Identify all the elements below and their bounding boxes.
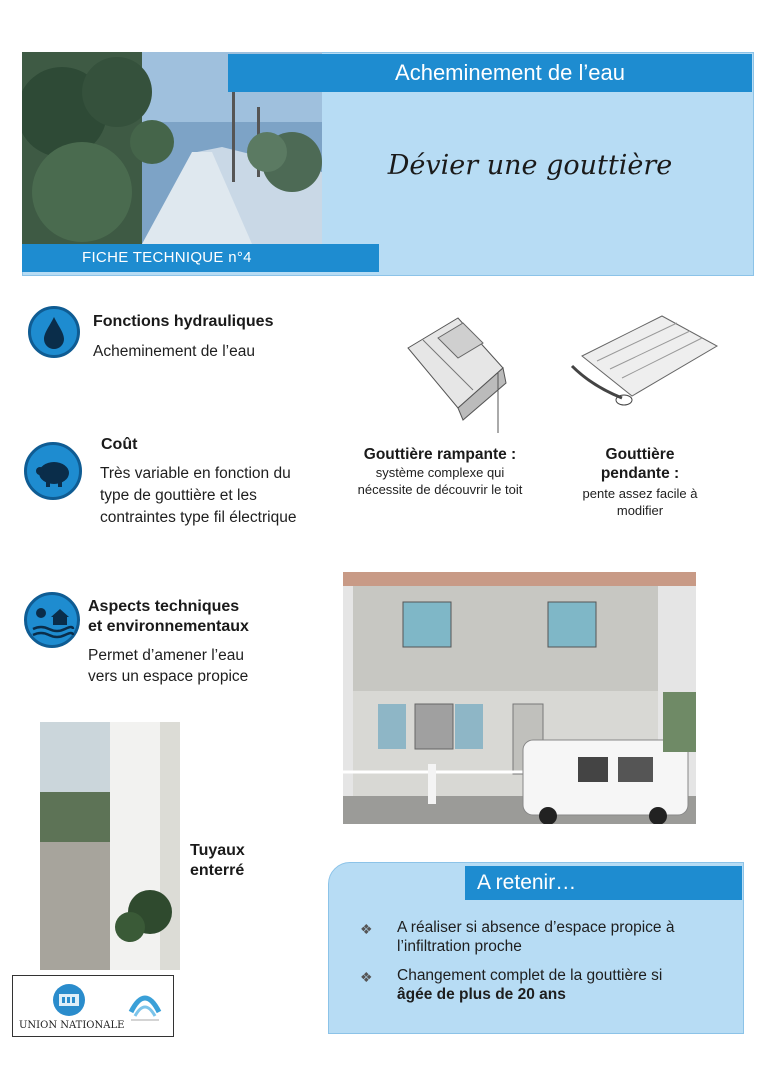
retenir-item-1: A réaliser si absence d’espace propice à l’infiltration proche xyxy=(397,919,675,955)
retenir-title: A retenir… xyxy=(477,871,577,894)
cout-line-1: Très variable en fonction du xyxy=(100,465,291,482)
cout-line-2: type de gouttière et les xyxy=(100,487,257,504)
cpie-logo-icon xyxy=(53,984,85,1016)
house-photo xyxy=(343,572,696,824)
retenir-bar xyxy=(465,866,742,900)
retenir-item-2 xyxy=(397,966,732,1004)
page-title: Acheminement de l’eau xyxy=(395,60,625,85)
fiche-label: FICHE TECHNIQUE n°4 xyxy=(82,249,252,266)
piggy-bank-icon xyxy=(24,442,82,500)
pipe-caption-2: enterré xyxy=(190,862,245,879)
retenir-item-2-text: Changement complet de la gouttière si xyxy=(397,967,663,984)
pipe-caption-1: Tuyaux xyxy=(190,842,245,859)
cout-title: Coût xyxy=(101,436,138,453)
logo-org-name: UNION NATIONALE xyxy=(19,1020,125,1031)
gutter-rampante-line-2: nécessite de découvrir le toit xyxy=(357,482,523,497)
aspects-title-2: et environnementaux xyxy=(88,618,249,635)
aspects-line-1: Permet d’amener l’eau xyxy=(88,647,244,664)
gutter-rampante-drawing xyxy=(398,308,516,438)
water-drop-icon xyxy=(28,306,80,358)
title-bar xyxy=(228,54,752,92)
aspects-title-1: Aspects techniques xyxy=(88,598,240,615)
gutter-pendante-line-1: pente assez facile à xyxy=(582,486,698,501)
gutter-pendante-line-2: modifier xyxy=(616,503,664,518)
retenir-item-2-bold: âgée de plus de 20 ans xyxy=(397,986,566,1003)
gutter-pendante-drawing xyxy=(562,306,722,411)
hydro-title: Fonctions hydrauliques xyxy=(93,313,274,330)
bullet-icon: ❖ xyxy=(360,969,373,985)
gutter-pendante-title-1: Gouttière xyxy=(605,446,675,463)
pipe-photo xyxy=(40,722,180,970)
page-subtitle: Dévier une gouttière xyxy=(387,150,673,181)
agence-eau-logo-icon xyxy=(125,982,165,1026)
fiche-bar xyxy=(22,244,379,272)
aspects-line-2: vers un espace propice xyxy=(88,668,249,685)
bullet-icon: ❖ xyxy=(360,921,373,937)
cout-line-3: contraintes type fil électrique xyxy=(100,509,297,526)
hydro-text: Acheminement de l’eau xyxy=(93,343,255,360)
gutter-pendante-title-2: pendante : xyxy=(600,465,680,482)
gutter-rampante-line-1: système complexe qui xyxy=(375,465,505,480)
gutter-rampante-title: Gouttière rampante : xyxy=(363,446,517,463)
logo-box xyxy=(12,975,174,1037)
house-water-icon xyxy=(24,592,80,648)
